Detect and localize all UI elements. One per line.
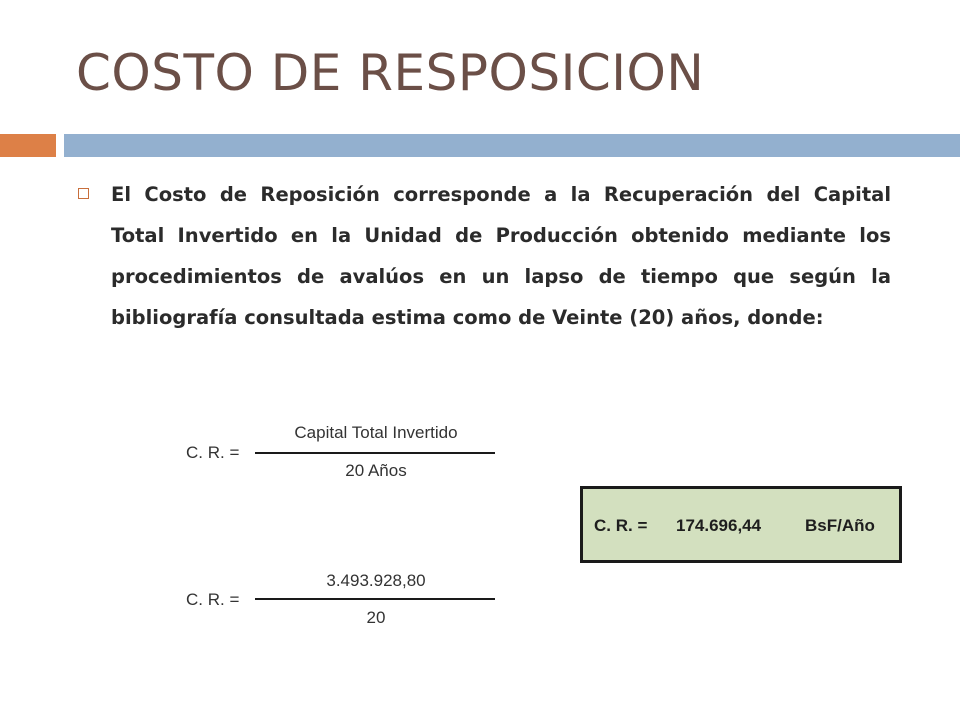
formula1-label: C. R. = <box>186 443 240 462</box>
formula1-numerator: Capital Total Invertido <box>294 423 458 442</box>
bullet-square-icon <box>78 188 89 199</box>
slide-title: COSTO DE RESPOSICION <box>76 44 705 102</box>
accent-bar-orange <box>0 134 56 157</box>
formula2-numerator: 3.493.928,80 <box>326 571 426 590</box>
formula1-denominator: 20 Años <box>345 461 407 480</box>
formula2-denominator: 20 <box>366 608 386 627</box>
bullet-paragraph: El Costo de Reposición corresponde a la Recuperación del Capital Total Invertido en la Unidad de Producción obtenido mediante los procedimientos de avalúos en un lapso de tiempo que según la bibliografía consultada estima como de Veinte (20) años, donde: <box>111 183 891 329</box>
formula2-fraction-bar <box>255 598 495 600</box>
formula2-label: C. R. = <box>186 590 240 609</box>
result-label: C. R. = <box>594 516 648 535</box>
formula1-fraction-bar <box>255 452 495 454</box>
result-unit: BsF/Año <box>805 516 875 535</box>
accent-bar-blue <box>64 134 960 157</box>
result-box <box>580 486 902 563</box>
result-value: 174.696,44 <box>676 516 762 535</box>
